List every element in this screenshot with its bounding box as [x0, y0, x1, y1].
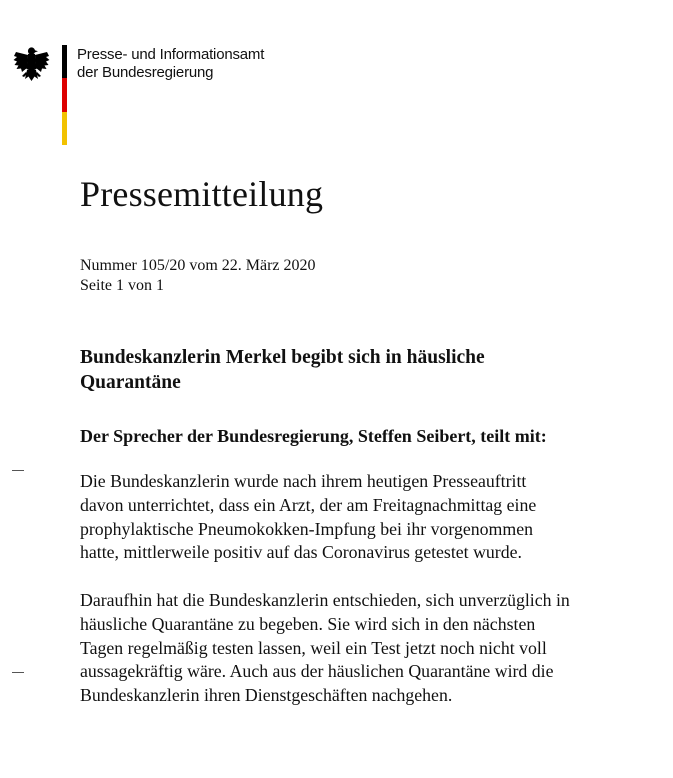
body-paragraph-1: [80, 470, 665, 565]
paragraph-line: Daraufhin hat die Bundeskanzlerin entschieden, sich unverzüglich in: [80, 590, 570, 610]
press-headline: [80, 345, 485, 395]
margin-mark: [12, 470, 24, 471]
paragraph-line: häusliche Quarantäne zu begeben. Sie wird sich in den nächsten: [80, 613, 536, 634]
press-headline-line-2: Quarantäne: [80, 372, 181, 393]
paragraph-line: Die Bundeskanzlerin wurde nach ihrem heutigen Presseauftritt: [80, 471, 527, 491]
paragraph-line: aussagekräftig wäre. Auch aus der häuslichen Quarantäne wird die: [80, 661, 554, 682]
paragraph-line: hatte, mittlerweile positiv auf das Coronavirus getestet wurde.: [80, 542, 522, 563]
document-number: Nummer 105/20 vom 22. März 2020: [80, 257, 316, 274]
paragraph-line: davon unterrichtet, dass ein Arzt, der am Freitagnachmittag eine: [80, 494, 537, 515]
document-title: Pressemitteilung: [80, 174, 324, 214]
paragraph-line: Bundeskanzlerin ihren Dienstgeschäften nachgehen.: [80, 685, 453, 706]
federal-eagle-icon: [13, 45, 50, 85]
press-headline-line-1: Bundeskanzlerin Merkel begibt sich in häusliche: [80, 347, 485, 368]
document-meta: [80, 256, 316, 296]
paragraph-line: Tagen regelmäßig testen lassen, weil ein Test jetzt noch nicht voll: [80, 637, 547, 658]
flag-stripe: [62, 45, 67, 145]
margin-mark: [12, 672, 24, 673]
paragraph-line: prophylaktische Pneumokokken-Impfung bei ihr vorgenommen: [80, 518, 534, 539]
agency-name-line-2: der Bundesregierung: [77, 64, 214, 81]
page-indicator: Seite 1 von 1: [80, 277, 164, 294]
agency-name-line-1: Presse- und Informationsamt: [77, 46, 265, 63]
agency-name: [77, 46, 264, 82]
body-paragraph-2: [80, 589, 665, 708]
speaker-statement: Der Sprecher der Bundesregierung, Steffen Seibert, teilt mit:: [80, 426, 547, 446]
